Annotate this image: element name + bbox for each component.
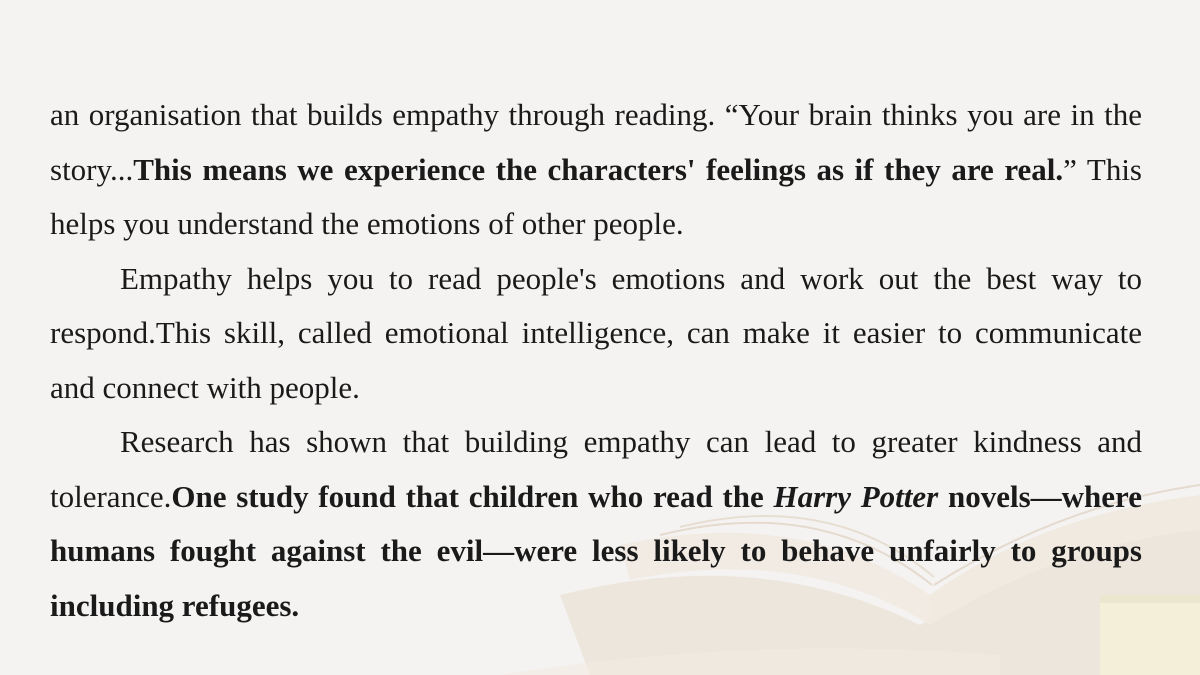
paragraph-1-text-2: ” This helps you understand the emotions of other people. xyxy=(50,151,1142,241)
paragraph-2-text: Empathy helps you to read people's emotions and work out the best way to respond.This skill, called emotional intelligence, can make it easier to communicate and connect with people. xyxy=(50,260,1142,405)
paragraph-3-text-1: Research has shown that building empathy can lead to greater kindness and tolerance. xyxy=(50,424,1142,514)
body-text xyxy=(50,88,1142,633)
paragraph-1-text-1: an organisation that builds empathy through reading. “Your brain thinks you are in the story... xyxy=(50,97,1142,187)
paragraph-1-bold-1: This means we experience the characters' feelings as if they are real. xyxy=(133,151,1064,187)
paragraph-3-bold-2: novels—where humans fought against the evil—were less likely to behave unfairly to groups including refugees. xyxy=(50,478,1142,623)
paragraph-1 xyxy=(50,88,1142,252)
paragraph-2 xyxy=(50,252,1142,416)
paragraph-3 xyxy=(50,415,1142,633)
book-title: Harry Potter xyxy=(773,478,939,514)
paragraph-3-bold-1: One study found that children who read the xyxy=(171,478,774,514)
